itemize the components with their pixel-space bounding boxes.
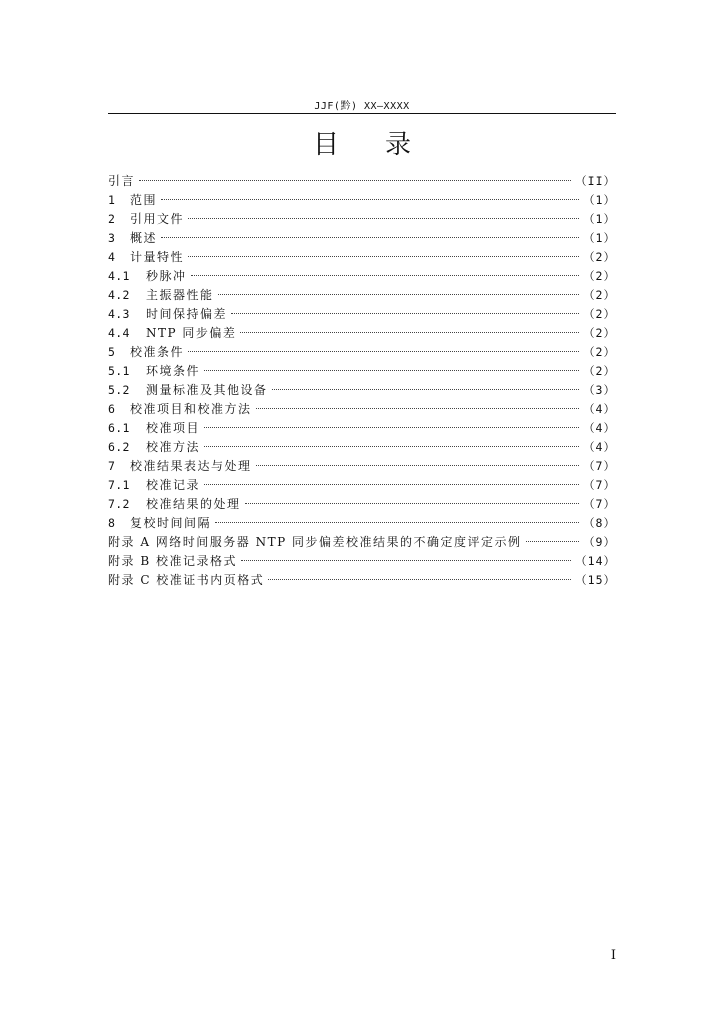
toc-entry[interactable] xyxy=(108,210,616,229)
toc-entry-number: 5 xyxy=(108,345,116,359)
toc-entry[interactable] xyxy=(108,552,616,571)
toc-entry[interactable] xyxy=(108,362,616,381)
toc-leader-dots xyxy=(139,180,571,181)
toc-entry-number: 7.1 xyxy=(108,478,130,492)
toc-entry-number: 2 xyxy=(108,212,116,226)
toc-entry-number: 5.2 xyxy=(108,383,130,397)
toc-entry[interactable] xyxy=(108,172,616,191)
toc-leader-dots xyxy=(245,503,580,504)
toc-entry-title: 测量标准及其他设备 xyxy=(146,383,268,397)
toc-entry-number: 4.3 xyxy=(108,307,130,321)
page-number: I xyxy=(610,948,616,963)
document-code-header: JJF(黔) XX—XXXX xyxy=(314,101,410,112)
toc-entry-page: （1） xyxy=(583,193,616,207)
toc-entry-title: 校准条件 xyxy=(130,345,185,359)
toc-entry[interactable] xyxy=(108,343,616,362)
toc-entry-page: （2） xyxy=(583,364,616,378)
toc-entry[interactable] xyxy=(108,248,616,267)
toc-entry[interactable] xyxy=(108,229,616,248)
toc-entry-title: 校准结果表达与处理 xyxy=(130,459,252,473)
toc-entry-page: （7） xyxy=(583,497,616,511)
toc-entry-page: （8） xyxy=(583,516,616,530)
toc-entry[interactable] xyxy=(108,305,616,324)
toc-entry[interactable] xyxy=(108,571,616,590)
toc-leader-dots xyxy=(204,370,579,371)
toc-entry-title: 范围 xyxy=(130,193,158,207)
toc-entry-title: 附录 B 校准记录格式 xyxy=(108,554,237,568)
toc-entry[interactable] xyxy=(108,286,616,305)
toc-entry-page: （2） xyxy=(583,288,616,302)
toc-entry-page: （2） xyxy=(583,269,616,283)
toc-entry-title: 复校时间间隔 xyxy=(130,516,212,530)
toc-entry[interactable] xyxy=(108,476,616,495)
toc-entry-title: 引言 xyxy=(108,174,136,188)
toc-entry-page: （9） xyxy=(583,535,616,549)
toc-entry-title: 环境条件 xyxy=(146,364,201,378)
toc-leader-dots xyxy=(241,560,571,561)
toc-entry-title: 校准方法 xyxy=(146,440,201,454)
toc-leader-dots xyxy=(188,256,579,257)
toc-entry-page: （14） xyxy=(575,554,616,568)
toc-entry-title: 计量特性 xyxy=(130,250,185,264)
toc-leader-dots xyxy=(240,332,579,333)
toc-entry[interactable] xyxy=(108,324,616,343)
toc-entry-page: （2） xyxy=(583,250,616,264)
toc-leader-dots xyxy=(204,484,579,485)
toc-entry-number: 4.1 xyxy=(108,269,130,283)
toc-entry[interactable] xyxy=(108,381,616,400)
toc-entry[interactable] xyxy=(108,438,616,457)
toc-entry-number: 6.1 xyxy=(108,421,130,435)
toc-entry-number: 8 xyxy=(108,516,116,530)
toc-entry-page: （2） xyxy=(583,307,616,321)
toc-leader-dots xyxy=(256,408,580,409)
toc-leader-dots xyxy=(218,294,580,295)
toc-entry[interactable] xyxy=(108,419,616,438)
toc-leader-dots xyxy=(161,237,579,238)
toc-entry-page: （4） xyxy=(583,440,616,454)
toc-entry-page: （15） xyxy=(575,573,616,587)
toc-entry-title: 校准项目和校准方法 xyxy=(130,402,252,416)
toc-entry-number: 1 xyxy=(108,193,116,207)
toc-leader-dots xyxy=(268,579,571,580)
toc-entry[interactable] xyxy=(108,191,616,210)
toc-entry-page: （2） xyxy=(583,345,616,359)
toc-entry[interactable] xyxy=(108,533,616,552)
toc-entry-page: （4） xyxy=(583,421,616,435)
toc-entry-number: 3 xyxy=(108,231,116,245)
toc-entry-title: NTP 同步偏差 xyxy=(146,326,237,340)
toc-entry-number: 4 xyxy=(108,250,116,264)
toc-entry[interactable] xyxy=(108,514,616,533)
toc-leader-dots xyxy=(526,541,580,542)
toc-entry-title: 概述 xyxy=(130,231,158,245)
toc-entry-number: 6 xyxy=(108,402,116,416)
toc-entry[interactable] xyxy=(108,400,616,419)
toc-entry-page: （3） xyxy=(583,383,616,397)
toc-leader-dots xyxy=(188,351,579,352)
toc-entry-number: 4.2 xyxy=(108,288,130,302)
toc-entry-title: 秒脉冲 xyxy=(146,269,187,283)
toc-entry-number: 7 xyxy=(108,459,116,473)
toc-entry-page: （2） xyxy=(583,326,616,340)
toc-leader-dots xyxy=(204,446,579,447)
toc-entry-page: （4） xyxy=(583,402,616,416)
toc-leader-dots xyxy=(204,427,579,428)
toc-leader-dots xyxy=(272,389,580,390)
toc-leader-dots xyxy=(256,465,580,466)
toc-entry-page: （1） xyxy=(583,212,616,226)
toc-entry-title: 校准记录 xyxy=(146,478,201,492)
toc-leader-dots xyxy=(188,218,579,219)
toc-entry-number: 7.2 xyxy=(108,497,130,511)
toc-leader-dots xyxy=(215,522,579,523)
toc-entry[interactable] xyxy=(108,457,616,476)
toc-entry-title: 时间保持偏差 xyxy=(146,307,228,321)
toc-entry-number: 5.1 xyxy=(108,364,130,378)
toc-leader-dots xyxy=(191,275,580,276)
header-rule xyxy=(108,113,616,114)
toc-entry-title: 附录 A 网络时间服务器 NTP 同步偏差校准结果的不确定度评定示例 xyxy=(108,535,522,549)
toc-entry-page: （7） xyxy=(583,478,616,492)
toc-entry-page: （7） xyxy=(583,459,616,473)
toc-entry-title: 校准项目 xyxy=(146,421,201,435)
toc-leader-dots xyxy=(231,313,579,314)
toc-entry-page: （1） xyxy=(583,231,616,245)
toc-entry-title: 校准结果的处理 xyxy=(146,497,241,511)
table-of-contents xyxy=(108,172,616,590)
toc-leader-dots xyxy=(161,199,579,200)
toc-entry-number: 6.2 xyxy=(108,440,130,454)
toc-entry[interactable] xyxy=(108,267,616,286)
page-title: 目录 xyxy=(312,130,457,160)
toc-entry-title: 引用文件 xyxy=(130,212,185,226)
toc-entry-title: 主振器性能 xyxy=(146,288,214,302)
toc-entry[interactable] xyxy=(108,495,616,514)
toc-entry-page: （II） xyxy=(575,174,616,188)
toc-entry-title: 附录 C 校准证书内页格式 xyxy=(108,573,265,587)
toc-entry-number: 4.4 xyxy=(108,326,130,340)
